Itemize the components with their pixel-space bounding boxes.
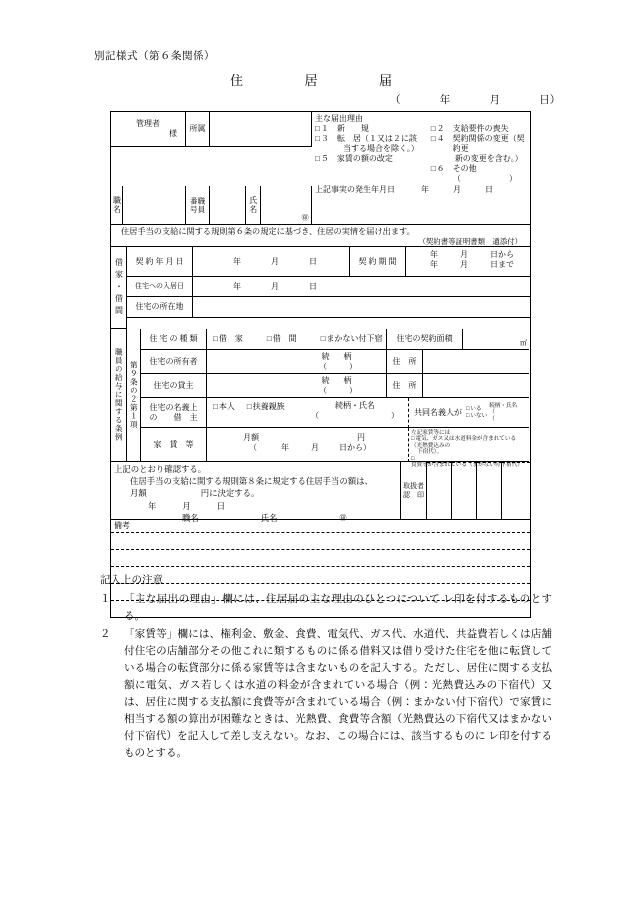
remarks-line-2[interactable]: [111, 549, 530, 566]
reason-other-paren-close: ）: [509, 174, 517, 183]
name-label-cell: [246, 186, 261, 225]
reason-4-number: ４: [436, 134, 445, 143]
reason-4-label: 契約関係の変更（契約更: [452, 134, 525, 153]
declaration-text: 住居手当の支給に関する規則第６条の規定に基づき、住居の実情を届け出ます。: [121, 227, 415, 236]
rent-from-year: 年: [281, 443, 289, 452]
house-type-option-boarding[interactable]: □ まかない付下宿: [321, 334, 383, 344]
rent-amount-row: [209, 433, 406, 443]
reason-option-2[interactable]: [431, 124, 527, 134]
joint-option-yes[interactable]: □ いる: [466, 406, 487, 412]
joint-option-no[interactable]: □ いない: [466, 413, 487, 419]
handler-seal-box-1[interactable]: [427, 462, 452, 520]
contract-date-subrow: [127, 247, 530, 277]
contract-date-month: 月: [271, 256, 279, 266]
rent-from-day: 日から）: [339, 443, 371, 452]
date-paren-open: （: [390, 95, 401, 106]
rent-input[interactable]: [207, 428, 409, 462]
lessor-relation-block: [315, 376, 361, 396]
house-lessor-input[interactable]: [207, 374, 387, 398]
handler-seal-box-3[interactable]: [477, 462, 502, 520]
joint-holder-cell[interactable]: [409, 398, 529, 428]
lessor-address-input[interactable]: [423, 374, 529, 398]
house-owner-label: 住宅の所有者: [141, 350, 207, 374]
main-form-table: [110, 111, 531, 618]
event-date-month: 月: [453, 185, 461, 194]
reason-option-1[interactable]: [315, 124, 431, 134]
manager-cell: [111, 112, 186, 147]
reason-3-label: 転 居（１又は２に該: [336, 134, 417, 143]
rent-inclusion-title: 左記家賃等には: [411, 430, 451, 436]
house-area-label: 住宅の契約面積: [387, 329, 463, 350]
handler-seal-label: [401, 462, 427, 520]
house-area-unit: ㎡: [520, 339, 527, 348]
declaration-row: [111, 225, 530, 247]
contract-date-label: 契 約 年 月 日: [127, 247, 193, 277]
owner-address-label: 住 所: [387, 350, 423, 374]
nominal-option-self[interactable]: □ 本人: [213, 402, 235, 411]
decision-monthly-label: 月額: [130, 489, 147, 499]
period-from-year: 年: [430, 250, 438, 259]
joint-relation-name-label: 続柄・氏名: [489, 402, 518, 409]
header-row-top: [111, 112, 530, 194]
event-date-day: 日: [485, 185, 493, 194]
instruction-2-text: 「家賃等」欄には、権利金、敷金、食費、電気代、ガス代、水道代、共益費若しくは店舗付住宅の店舗部分その他これに類するものに係る借料又は借り受けた住宅を他に転貸している場合の転貸部分に係る家賃等は含まないものを記入する。ただし、居住に関する支払額に電気、ガス若しくは水道の料金が含まれている場合（例：光熱費込みの下宿代）又は、居住に関する支払額に食費等が含まれている場合（例：まかない付下宿代）で家賃に相当する額の算出が困難なときは、光熱費、食費等含額（光熱費込の下宿代又はまかない付下宿代）を記入して差し支えない。なお、この場合には、該当するものに レ印を付するものとする。: [124, 629, 552, 759]
rent-includes-meals-option[interactable]: □ 食費等が含まれている（まかない付下宿代）: [411, 456, 527, 469]
nominal-option-dependent[interactable]: □ 扶養親族: [247, 402, 285, 411]
rent-label: 家 賃 等: [141, 428, 207, 462]
decision-line-3[interactable]: [114, 488, 397, 500]
lessor-relation-label: 続 柄: [321, 376, 355, 385]
nominal-lessee-row: [141, 398, 530, 428]
reason-6-label: その他: [452, 164, 477, 173]
house-type-option-rental-house[interactable]: □ 借 家: [213, 334, 243, 344]
reason-3-number: ３: [320, 134, 329, 143]
reason-other-paren-open: （: [452, 174, 461, 183]
decision-date-month: 月: [182, 501, 191, 511]
affiliation-label-cell: 所属: [186, 112, 210, 147]
house-address-row: [127, 297, 530, 318]
movein-label: 住宅への入居日: [127, 277, 193, 297]
reason-box-spacer: [312, 186, 530, 225]
house-lessor-row: [141, 374, 530, 398]
rent-inclusion-notes[interactable]: [409, 428, 529, 469]
header-row-bottom: [111, 186, 530, 225]
instruction-2-number: ２: [100, 629, 111, 640]
decision-date-row[interactable]: [114, 501, 397, 513]
nominal-lessee-label-2: の 借 主: [149, 412, 198, 422]
period-to-month: 月: [460, 260, 468, 269]
reason-option-5[interactable]: [315, 154, 431, 164]
ordinance-vertical-label-cell-1: [111, 329, 127, 462]
reason-1-number: １: [320, 124, 329, 133]
house-area-input[interactable]: [463, 329, 529, 350]
manager-label: 管理者: [136, 119, 160, 128]
decision-name-label: 氏名: [260, 513, 278, 523]
house-address-input[interactable]: [193, 297, 530, 318]
decision-position-label: 職名: [182, 513, 199, 523]
lessor-relation-input[interactable]: [315, 386, 361, 396]
contract-date-day: 日: [309, 256, 317, 266]
rent-from-month: 月: [311, 443, 319, 452]
owner-relation-paren-close: ）: [349, 362, 357, 371]
remarks-label: 備考: [114, 521, 130, 530]
nominal-relation-name-label: 続柄・氏名: [335, 401, 375, 410]
reason-other-input[interactable]: [431, 174, 527, 184]
form-kind-label: 別記様式（第６条関係）: [94, 51, 215, 62]
contract-date-year: 年: [233, 256, 241, 266]
rent-includes-utilities-option[interactable]: □ 電気、ガス又は水道料金が含まれている（光熱費込みの: [411, 436, 527, 449]
movein-input[interactable]: [193, 277, 530, 297]
date-month-label: 月: [489, 95, 500, 106]
house-type-option-rental-room[interactable]: □ 借 間: [267, 334, 297, 344]
period-from-day: 日から: [490, 250, 514, 259]
joint-relation-name-block: [489, 403, 517, 422]
period-to-day: 日まで: [490, 260, 514, 269]
joint-paren-2[interactable]: （: [489, 415, 495, 422]
position-input-cell[interactable]: [123, 186, 186, 225]
handler-seal-box-4[interactable]: [502, 462, 530, 520]
house-type-label: 住 宅 の 種 類: [141, 329, 207, 350]
owner-relation-input[interactable]: [315, 362, 361, 372]
reason-title: 主な届出理由: [315, 114, 363, 123]
nominal-lessee-label-1: 住宅の名義上: [149, 402, 198, 412]
house-owner-input[interactable]: [207, 350, 387, 374]
rental-vertical-label: 借家・借間: [114, 257, 124, 318]
reason-2-label: 支給要件の喪失: [452, 124, 509, 133]
rent-yen-label: 円: [357, 433, 365, 442]
lessor-relation-paren-open: （: [319, 386, 327, 395]
rent-monthly-label: 月額: [243, 433, 259, 442]
date-day-label: 日）: [539, 95, 561, 106]
house-type-row: [141, 329, 530, 350]
contract-date-row: [111, 247, 530, 329]
decision-seal-icon: ㊞: [339, 513, 347, 522]
decision-line-2: 住居手当の支給に関する規則第８条に規定する住居手当の額は、: [130, 477, 373, 487]
instructions-section: [100, 572, 552, 762]
house-address-label: 住宅の所在地: [127, 297, 193, 318]
decision-line-1: 上記のとおり確認する。: [114, 465, 207, 474]
decision-text-cell: [111, 462, 401, 523]
instruction-1-text: 「主な届出の理由」欄には、住居届の主な理由のひとつについて レ印を付するものとする。: [124, 594, 552, 622]
movein-month: 月: [271, 281, 279, 291]
nominal-relation-name-block: [303, 401, 407, 421]
nominal-relation-name-input[interactable]: [303, 411, 407, 421]
instruction-1-number: １: [100, 594, 111, 605]
affiliation-input-cell[interactable]: [210, 112, 312, 147]
ordinance-vertical-label-cell-2: [127, 329, 141, 462]
title-char-3: 届: [379, 73, 394, 88]
employee-number-input-cell[interactable]: [210, 186, 246, 225]
period-from-row: [408, 250, 528, 260]
decision-yen-label: 円に決定する。: [200, 489, 260, 499]
employee-number-label-a: 番号: [189, 196, 199, 214]
instruction-item-1: [100, 591, 552, 625]
event-date-label: 上記事実の発生年月日: [315, 185, 395, 194]
nominal-lessee-input[interactable]: [207, 398, 409, 428]
instructions-title: 記入上の注意: [100, 575, 163, 586]
movein-date-row: [127, 277, 530, 297]
owner-relation-paren-open: （: [319, 362, 327, 371]
contract-period-label: 契 約 期 間: [350, 247, 406, 277]
movein-day: 日: [309, 281, 317, 291]
reason-3-continued: 当する場合を除く。）: [343, 144, 419, 153]
lessor-relation-paren-close: ）: [349, 386, 357, 395]
reason-option-3[interactable]: [315, 134, 431, 144]
name-label: 氏名: [248, 196, 258, 214]
owner-address-input[interactable]: [423, 350, 529, 374]
manager-honorific: 様: [169, 129, 177, 138]
contract-date-input[interactable]: [193, 247, 350, 277]
joint-holder-options[interactable]: [466, 406, 487, 419]
reason-6-number: ６: [436, 164, 445, 173]
movein-year: 年: [233, 281, 241, 291]
ordinance-block-row: [111, 329, 530, 469]
rent-from-paren-open: （: [249, 443, 257, 452]
nominal-relation-paren-open: （: [311, 411, 319, 420]
reason-1-label: 新 規: [336, 124, 369, 133]
handler-seal-box-2[interactable]: [452, 462, 477, 520]
title-char-1: 住: [230, 73, 245, 88]
period-from-month: 月: [460, 250, 468, 259]
handler-seal-label-2: 認 印: [403, 490, 424, 499]
house-type-options[interactable]: [207, 329, 387, 350]
document-title: [230, 70, 393, 89]
nominal-relation-paren-close: ）: [391, 411, 399, 420]
submission-date-line: [390, 92, 560, 107]
period-to-year: 年: [430, 260, 438, 269]
reason-4-continued: 新の変更を含む。）: [454, 154, 523, 163]
event-date-year: 年: [421, 185, 429, 194]
rent-includes-utilities-continued: 下宿代）。: [417, 449, 443, 456]
name-input-cell[interactable]: [261, 186, 312, 225]
title-char-2: 居: [304, 73, 319, 88]
reason-option-6[interactable]: [431, 164, 527, 174]
reason-box: [312, 112, 530, 194]
contract-period-input[interactable]: [406, 247, 530, 277]
rental-vertical-label-cell: [111, 247, 127, 329]
rent-row: [141, 428, 530, 469]
house-lessor-label: 住宅の貸主: [141, 374, 207, 398]
reason-5-number: ５: [320, 154, 329, 163]
declaration-cell: [111, 225, 530, 247]
ordinance-vertical-label-2: 第９条の２第１項: [129, 361, 139, 429]
decision-date-year: 年: [148, 501, 157, 511]
period-to-row: [408, 260, 528, 270]
house-owner-row: [141, 350, 530, 374]
position-label-cell: [111, 186, 123, 225]
reason-option-4[interactable]: [431, 134, 527, 154]
decision-date-day: 日: [216, 501, 226, 511]
date-year-label: 年: [439, 95, 451, 106]
joint-paren-1[interactable]: （: [489, 409, 495, 416]
employee-number-label-cell: [186, 186, 210, 225]
owner-relation-label: 続 柄: [321, 352, 355, 361]
position-label: 職名: [112, 196, 122, 214]
decision-row: [111, 462, 530, 523]
rent-from-row: [209, 443, 406, 453]
instruction-item-2: [100, 626, 552, 762]
handler-seal-label-1: 取扱者: [403, 481, 424, 490]
attachment-note: （契約書等証明書類 通添付）: [418, 237, 522, 247]
nominal-lessee-label: [141, 398, 207, 428]
owner-relation-block: [315, 352, 361, 372]
ordinance-vertical-label-1: 職員の給与に関する条例: [114, 348, 124, 442]
employee-number-label-b: 職員: [196, 196, 206, 214]
lessor-address-label: 住 所: [387, 374, 423, 398]
reason-2-number: ２: [436, 124, 445, 133]
remarks-line-1[interactable]: [111, 532, 530, 549]
joint-holder-label: 共同名義人が: [414, 407, 462, 417]
reason-5-label: 家賃の額の改定: [336, 154, 393, 163]
name-seal-icon: ㊞: [301, 214, 309, 223]
